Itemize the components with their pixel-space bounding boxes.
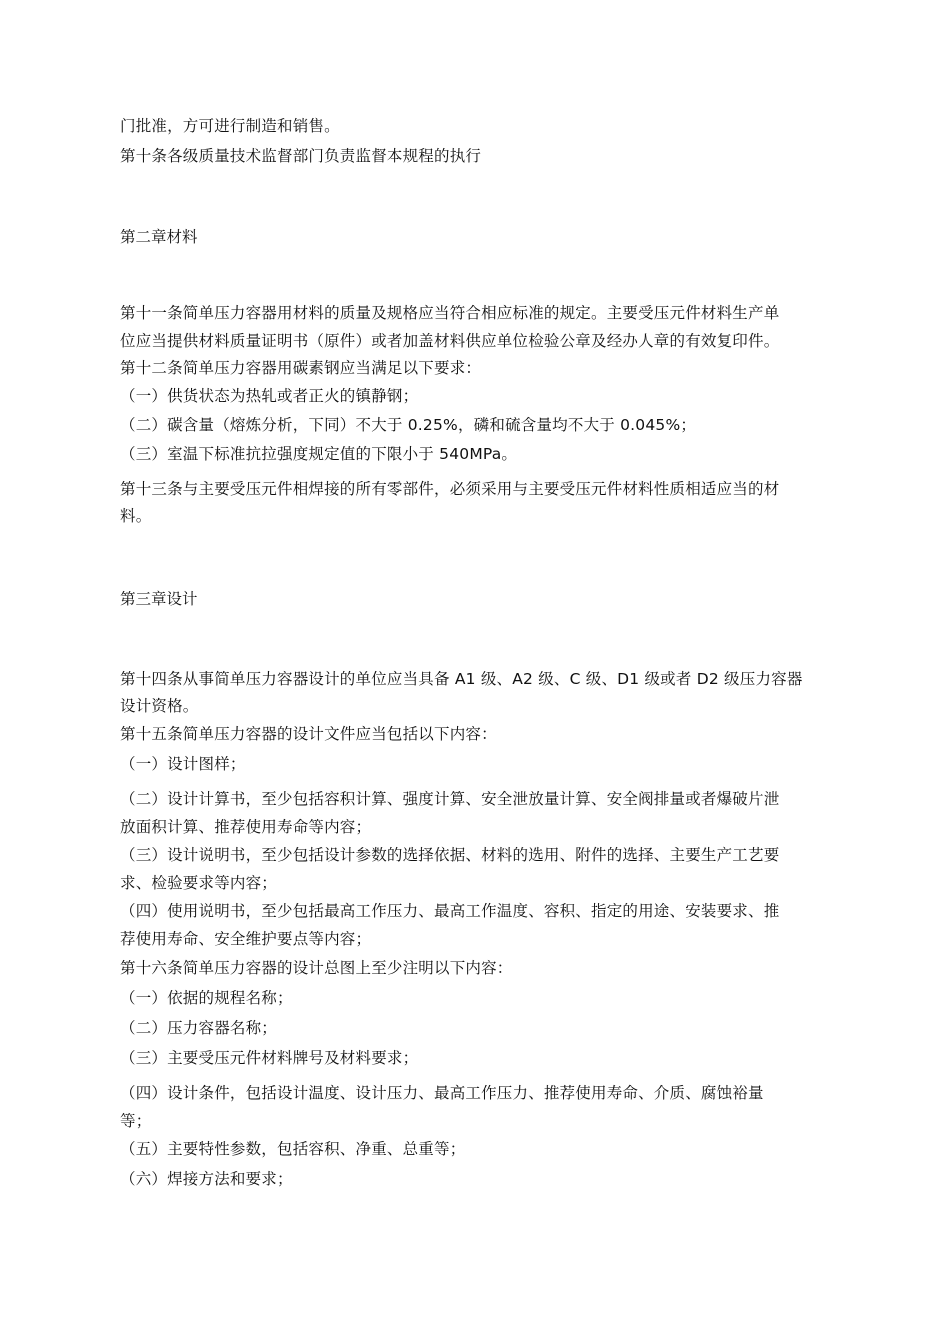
list-item: 放面积计算、推荐使用寿命等内容；	[120, 818, 372, 836]
text-line: 第十六条简单压力容器的设计总图上至少注明以下内容：	[120, 959, 513, 977]
list-item: （一）供货状态为热轧或者正火的镇静钢；	[120, 387, 419, 405]
list-item: （三）主要受压元件材料牌号及材料要求；	[120, 1049, 419, 1067]
text-line: 第十条各级质量技术监督部门负责监督本规程的执行	[120, 147, 482, 165]
list-item: （二）压力容器名称；	[120, 1019, 278, 1037]
document-page	[120, 0, 840, 1344]
list-item: （一）依据的规程名称；	[120, 989, 293, 1007]
text-line: 第十三条与主要受压元件相焊接的所有零部件，必须采用与主要受压元件材料性质相适应当的材	[120, 480, 780, 498]
list-item: 等；	[120, 1112, 152, 1130]
list-item: （三）室温下标准抗拉强度规定值的下限小于 540MPa。	[120, 445, 518, 463]
chapter-heading: 第二章材料	[120, 228, 198, 246]
list-item: （二）设计计算书，至少包括容积计算、强度计算、安全泄放量计算、安全阀排量或者爆破片泄	[120, 790, 780, 808]
list-item: （二）碳含量（熔炼分析，下同）不大于 0.25%，磷和硫含量均不大于 0.045%；	[120, 416, 697, 434]
text-line: 料。	[120, 507, 152, 525]
list-item: （三）设计说明书，至少包括设计参数的选择依据、材料的选用、附件的选择、主要生产工艺要	[120, 846, 780, 864]
list-item: 荐使用寿命、安全维护要点等内容；	[120, 930, 372, 948]
text-line: 第十五条简单压力容器的设计文件应当包括以下内容：	[120, 725, 497, 743]
list-item: （五）主要特性参数，包括容积、净重、总重等；	[120, 1140, 466, 1158]
text-line: 第十四条从事简单压力容器设计的单位应当具备 A1 级、A2 级、C 级、D1 级或者 D2 级压力容器	[120, 670, 803, 688]
text-line: 门批准，方可进行制造和销售。	[120, 117, 340, 135]
list-item: 求、检验要求等内容；	[120, 874, 278, 892]
text-line: 第十一条简单压力容器用材料的质量及规格应当符合相应标准的规定。主要受压元件材料生产单	[120, 304, 780, 322]
text-line: 设计资格。	[120, 697, 199, 715]
list-item: （一）设计图样；	[120, 755, 246, 773]
list-item: （四）使用说明书，至少包括最高工作压力、最高工作温度、容积、指定的用途、安装要求、推	[120, 902, 780, 920]
list-item: （四）设计条件，包括设计温度、设计压力、最高工作压力、推荐使用寿命、介质、腐蚀裕量	[120, 1084, 764, 1102]
chapter-heading: 第三章设计	[120, 590, 198, 608]
text-line: 第十二条简单压力容器用碳素钢应当满足以下要求：	[120, 359, 482, 377]
list-item: （六）焊接方法和要求；	[120, 1170, 293, 1188]
text-line: 位应当提供材料质量证明书（原件）或者加盖材料供应单位检验公章及经办人章的有效复印件。	[120, 332, 780, 350]
